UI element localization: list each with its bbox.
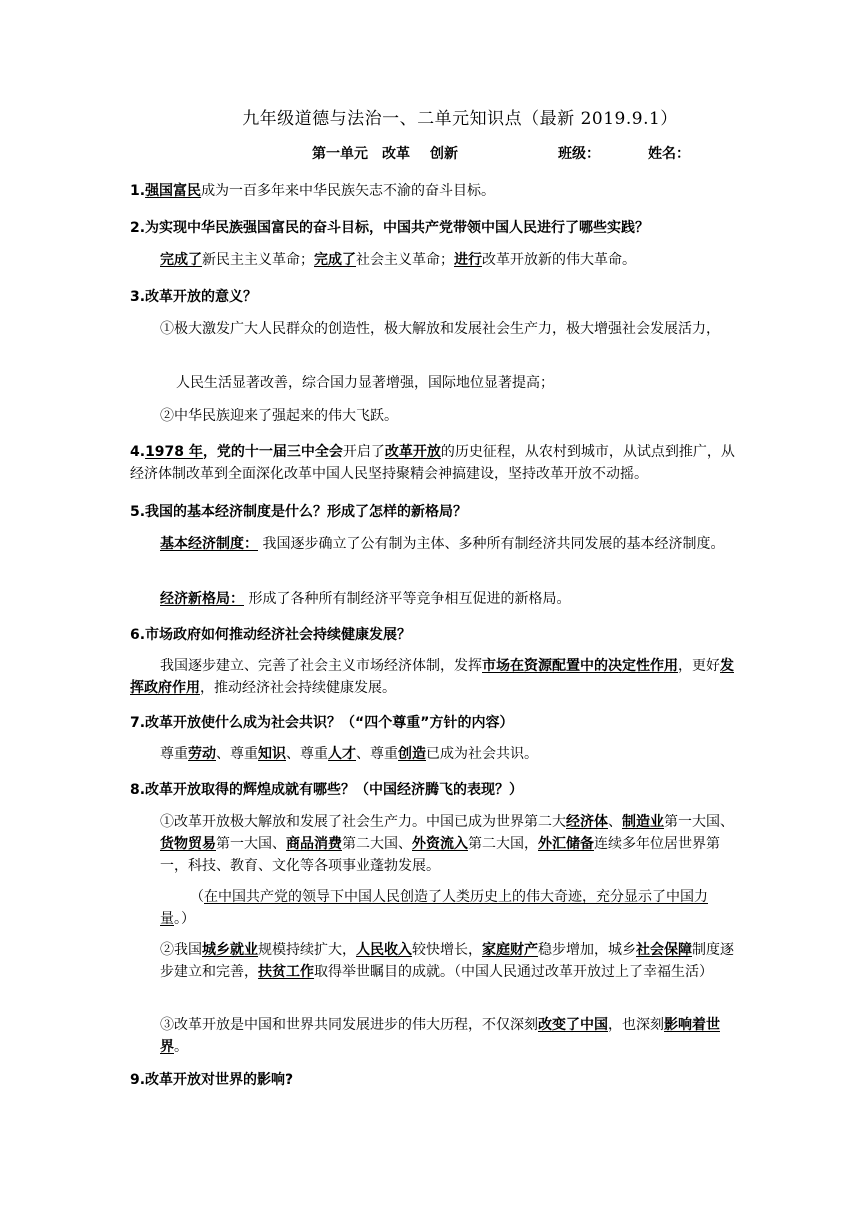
answer-text: 。 [174, 1039, 188, 1055]
answer-text: 第一大国、 [216, 836, 286, 852]
document-title: 九年级道德与法治一、二单元知识点（最新 2019.9.1） [242, 109, 678, 129]
name-label: 姓名： [648, 146, 690, 162]
answer-2 [160, 249, 765, 271]
question-6: 6.市场政府如何推动经济社会持续健康发展？ [130, 627, 412, 643]
answer-text: 开启了 [342, 444, 385, 460]
question-number: 1. [130, 183, 146, 199]
answer-3-line-3: ②中华民族迎来了强起来的伟大飞跃。 [160, 408, 398, 424]
question-number: 4. [130, 444, 146, 460]
answer-8-part-1 [160, 811, 735, 877]
answer-text: 连续多年位居世界第一，科技、教育、文化等各项事业蓬勃发展。 [160, 836, 720, 874]
keyword: 改革开放 [384, 444, 441, 460]
answer-8-part-4 [160, 1014, 735, 1058]
answer-text: 制度逐步建立和完善， [160, 942, 734, 980]
keyword: 货物贸易 [160, 836, 216, 852]
keyword: 完成了 [314, 252, 356, 268]
answer-5-part-2 [130, 588, 735, 610]
answer-text: 第二大国， [468, 836, 538, 852]
question-8: 8.改革开放取得的辉煌成就有哪些？（中国经济腾飞的表现？） [130, 782, 524, 798]
question-7: 7.改革开放使什么成为社会共识？（“四个尊重”方针的内容） [130, 715, 514, 731]
answer-7 [160, 743, 765, 765]
keyword: 扶贫工作 [258, 964, 314, 980]
answer-text: （ [190, 889, 204, 905]
keyword: 外资流入 [412, 836, 468, 852]
question-4 [130, 441, 735, 485]
answer-8-part-2 [160, 886, 735, 930]
unit-header [312, 143, 690, 163]
answer-text: 新民主主义革命； [202, 252, 314, 268]
answer-text: ，也深刻 [608, 1017, 664, 1033]
keyword: 进行 [454, 252, 482, 268]
answer-text: 。） [174, 911, 195, 927]
answer-text: 已成为社会共识。 [426, 746, 538, 762]
unit-part-reform: 改革 [382, 146, 410, 162]
question-5: 5.我国的基本经济制度是什么？形成了怎样的新格局？ [130, 504, 468, 520]
answer-text: ②我国 [160, 942, 202, 958]
answer-8-part-3 [160, 939, 735, 983]
answer-text: 第二大国、 [342, 836, 412, 852]
keyword: 发挥政府作用 [130, 658, 734, 696]
answer-text: 尊重 [160, 746, 188, 762]
keyword: 经济新格局： [160, 591, 244, 607]
unit-number: 第一单元 [312, 146, 368, 162]
answer-text: 我国逐步建立、完善了社会主义市场经济体制，发挥 [160, 658, 482, 674]
keyword: 党的十一届三中全会 [216, 444, 343, 460]
answer-text: 、尊重 [356, 746, 398, 762]
question-2: 2.为实现中华民族强国富民的奋斗目标，中国共产党带领中国人民进行了哪些实践？ [130, 220, 650, 236]
answer-text: ①改革开放极大解放和发展了社会生产力。中国已成为世界第二大 [160, 814, 566, 830]
punctuation: ， [202, 444, 217, 460]
keyword: 基本经济制度： [160, 536, 258, 552]
keyword: 人民收入 [356, 942, 412, 958]
answer-text: 规模持续扩大， [258, 942, 356, 958]
unit-part-innovation: 创新 [430, 146, 458, 162]
answer-text: 、尊重 [216, 746, 258, 762]
underlined-text: 在中国共产党的领导下中国人民创造了人类历史上的伟大奇迹，充分显示了中国力量 [160, 889, 708, 927]
answer-text: 改革开放新的伟大革命。 [482, 252, 636, 268]
answer-text: 社会主义革命； [356, 252, 454, 268]
class-label: 班级： [558, 146, 600, 162]
keyword: 改变了中国 [538, 1017, 608, 1033]
keyword: 1978 年 [145, 444, 203, 460]
answer-text: 我国逐步确立了公有制为主体、多种所有制经济共同发展的基本经济制度。 [258, 536, 725, 552]
keyword: 社会保障 [636, 942, 692, 958]
answer-text: 较快增长， [412, 942, 482, 958]
keyword: 创造 [398, 746, 426, 762]
keyword: 家庭财产 [482, 942, 538, 958]
answer-text: 形成了各种所有制经济平等竞争相互促进的新格局。 [244, 591, 571, 607]
answer-text: ，推动经济社会持续健康发展。 [200, 680, 396, 696]
keyword: 人才 [328, 746, 356, 762]
keyword: 城乡就业 [202, 942, 258, 958]
answer-3-line-2: 人民生活显著改善，综合国力显著增强，国际地位显著提高； [176, 375, 554, 391]
question-1 [130, 180, 740, 200]
keyword: 知识 [258, 746, 286, 762]
answer-text: 的历史征程，从农村到城市，从试点到推广，从经济体制改革到全面深化改革中国人民坚持聚精会神搞建设，坚持改革开放不动摇。 [130, 444, 735, 482]
answer-3-line-1: ①极大激发广大人民群众的创造性，极大解放和发展社会生产力，极大增强社会发展活力， [160, 321, 720, 337]
question-9: 9.改革开放对世界的影响? [130, 1072, 294, 1088]
keyword: 外汇储备 [538, 836, 594, 852]
keyword: 影响着世界 [160, 1017, 720, 1055]
keyword: 完成了 [160, 252, 202, 268]
keyword: 经济体 [566, 814, 608, 830]
answer-text: 第一大国、 [664, 814, 734, 830]
keyword: 强国富民 [145, 183, 202, 199]
question-3: 3.改革开放的意义？ [130, 289, 258, 305]
answer-6 [130, 655, 735, 699]
answer-text: 稳步增加，城乡 [538, 942, 636, 958]
keyword: 劳动 [188, 746, 216, 762]
question-text: 成为一百多年来中华民族矢志不渝的奋斗目标。 [201, 183, 496, 199]
keyword: 制造业 [622, 814, 664, 830]
answer-text: ③改革开放是中国和世界共同发展进步的伟大历程，不仅深刻 [160, 1017, 538, 1033]
keyword: 商品消费 [286, 836, 342, 852]
answer-text: 、 [608, 814, 622, 830]
answer-text: ，更好 [678, 658, 720, 674]
answer-5-part-1 [130, 533, 735, 555]
answer-text: 、尊重 [286, 746, 328, 762]
keyword: 市场在资源配置中的决定性作用 [482, 658, 678, 674]
answer-text: 取得举世瞩目的成就。（中国人民通过改革开放过上了幸福生活） [314, 964, 713, 980]
